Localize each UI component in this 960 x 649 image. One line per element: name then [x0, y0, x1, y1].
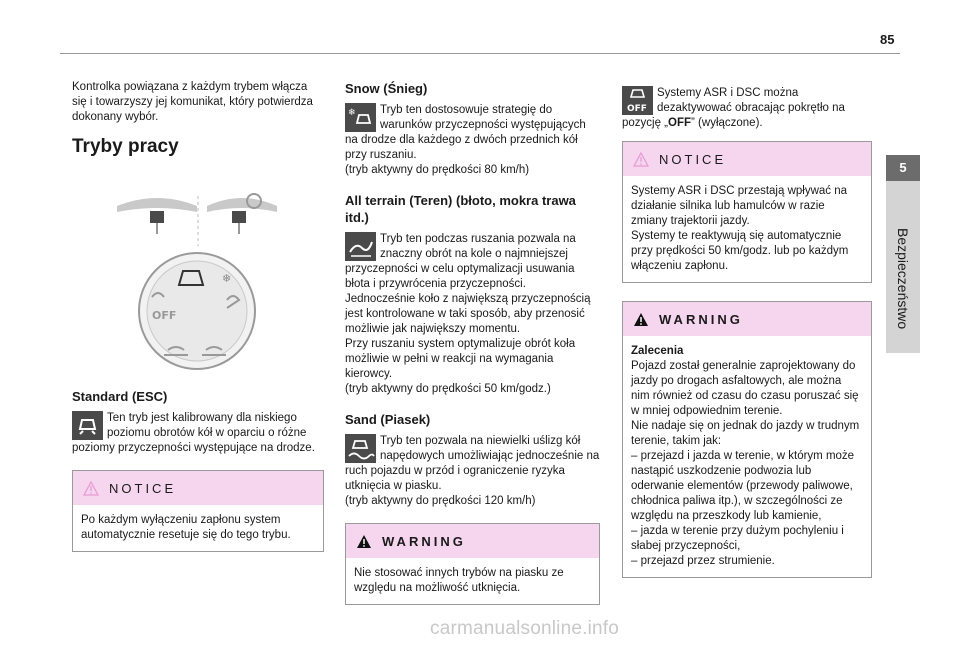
- off-icon-label: OFF: [627, 104, 647, 114]
- mode-dial-diagram: [72, 164, 324, 374]
- mode-selector-illustration: [72, 164, 324, 374]
- standard-mode-icon: [72, 411, 103, 440]
- allterrain-line-3: Przy ruszaniu system optymalizuje obrót koła możliwie w pełni w reakcji na wymagania kierowcy.: [345, 338, 576, 380]
- svg-text:❄: ❄: [348, 108, 356, 118]
- warning-title: WARNING: [382, 533, 466, 549]
- notice-line-2: Systemy te reaktywują się automatycznie przy prędkości 50 km/godz. lub po każdym włączeniu zapłonu.: [631, 230, 849, 272]
- warning-line-4: – jazda w terenie przy dużym pochyleniu i słabej przyczepności,: [631, 525, 844, 552]
- notice-triangle-icon: [83, 481, 99, 496]
- allterrain-mode-text: [345, 232, 600, 397]
- standard-mode-title: Standard (ESC): [72, 389, 168, 404]
- snow-mode-icon: [345, 103, 376, 132]
- off-mode-text: [622, 86, 872, 131]
- warning-body-2: [623, 336, 871, 577]
- header-rule: [60, 53, 900, 54]
- standard-mode-description: Ten tryb jest kalibrowany dla niskiego poziomu obrotów kół w oparciu o różne poziomy przyczepności występujące na drodze.: [72, 412, 315, 454]
- warning-box-2: [622, 301, 872, 578]
- snow-mode-title: Snow (Śnieg): [345, 81, 428, 96]
- section-heading: Tryby pracy: [72, 136, 179, 157]
- off-mode-icon: [622, 86, 653, 115]
- warning-subtitle: Zalecenia: [631, 345, 684, 357]
- notice-box: [72, 470, 324, 552]
- page-number: 85: [880, 32, 895, 47]
- warning-body: Nie stosować innych trybów na piasku ze względu na możliwość utknięcia.: [354, 567, 564, 594]
- warning-header-2: [623, 302, 871, 336]
- notice-triangle-icon: [633, 152, 649, 167]
- watermark[interactable]: carmanualsonline.info: [430, 618, 620, 639]
- chapter-number-tab[interactable]: 5: [886, 155, 920, 181]
- off-text-bold: OFF: [668, 117, 692, 129]
- off-text-pre: Systemy ASR i DSC można dezaktywować obracając pokrętło na pozycję „: [622, 87, 845, 129]
- off-text-post: ” (wyłączone).: [691, 117, 763, 129]
- allterrain-line-4: (tryb aktywny do prędkości 50 km/godz.): [345, 383, 551, 395]
- snow-line-1: Tryb ten dostosowuje strategię do warunków przyczepności występujących na drodze dla każdego z dwóch przednich kół przy ruszaniu.: [345, 104, 586, 161]
- warning-triangle-icon: [633, 312, 649, 327]
- notice-header-2: [623, 142, 871, 176]
- standard-mode-text: [72, 411, 324, 456]
- snow-mode-text: [345, 103, 600, 178]
- warning-header: [346, 524, 599, 558]
- warning-triangle-icon: [356, 534, 372, 549]
- snow-mode-icon: ❄: [222, 272, 232, 285]
- sand-mode-icon: [345, 434, 376, 463]
- sand-mode-text: [345, 434, 600, 509]
- intro-text: Kontrolka powiązana z każdym trybem włącza się i towarzyszy jej komunikat, który potwierdza dokonany wybór.: [72, 81, 313, 123]
- notice-title: NOTICE: [109, 480, 177, 496]
- allterrain-mode-icon: [345, 232, 376, 261]
- notice-box-2: [622, 141, 872, 283]
- column-1: [72, 80, 324, 552]
- warning-title-2: WARNING: [659, 311, 743, 327]
- dashboard-left-icon: [117, 198, 197, 234]
- notice-line-1: Systemy ASR i DSC przestają wpływać na działanie silnika lub hamulców w razie zmiany trajektorii jazdy.: [631, 185, 848, 227]
- chapter-title: Bezpieczeństwo: [895, 228, 911, 330]
- warning-box: [345, 523, 600, 605]
- warning-line-2: Nie nadaje się on jednak do jazdy w trudnym terenie, takim jak:: [631, 420, 860, 447]
- sand-mode-title: Sand (Piasek): [345, 412, 431, 427]
- sand-line-2: (tryb aktywny do prędkości 120 km/h): [345, 495, 536, 507]
- column-3: [622, 80, 872, 578]
- snow-line-2: (tryb aktywny do prędkości 80 km/h): [345, 164, 530, 176]
- warning-line-3: – przejazd i jazda w terenie, w którym może nastąpić uszkodzenie podwozia lub oderwanie elementów (przewody paliwowe, chłodnica paliwa itp.), w szczególności ze względu na przeszkody lub kamienie,: [631, 450, 855, 522]
- notice-header: [73, 471, 323, 505]
- notice-body-2: [623, 176, 871, 282]
- sand-line-1: Tryb ten pozwala na niewielki uślizg kół napędowych umożliwiając jednocześnie na ruch pojazdu w przód i ograniczenie ryzyka utknięcia w piasku.: [345, 435, 600, 492]
- dashboard-right-icon: [207, 194, 277, 234]
- warning-line-5: – przejazd przez strumienie.: [631, 555, 775, 567]
- allterrain-line-2: Jednocześnie koło z największą przyczepnością jest kontrolowane w taki sposób, aby przenosić możliwie jak największy momentu.: [345, 293, 591, 335]
- allterrain-line-1: Tryb ten podczas ruszania pozwala na znaczny obrót na kole o najmniejszej przyczepności w celu optymalizacji usuwania błota i przywrócenia przyczepności.: [345, 233, 576, 290]
- notice-title-2: NOTICE: [659, 151, 727, 167]
- mode-dial: [139, 253, 255, 369]
- notice-body: Po każdym wyłączeniu zapłonu system automatycznie resetuje się do tego trybu.: [81, 514, 291, 541]
- off-description: [622, 86, 872, 131]
- column-2: [345, 80, 600, 605]
- warning-line-1: Pojazd został generalnie zaprojektowany do jazdy po drogach asfaltowych, ale można nim również od czasu do czasu poruszać się w mniej odpowiednim terenie.: [631, 360, 859, 417]
- dial-off-label: OFF: [152, 309, 177, 322]
- allterrain-mode-title: All terrain (Teren) (błoto, mokra trawa itd.): [345, 193, 576, 225]
